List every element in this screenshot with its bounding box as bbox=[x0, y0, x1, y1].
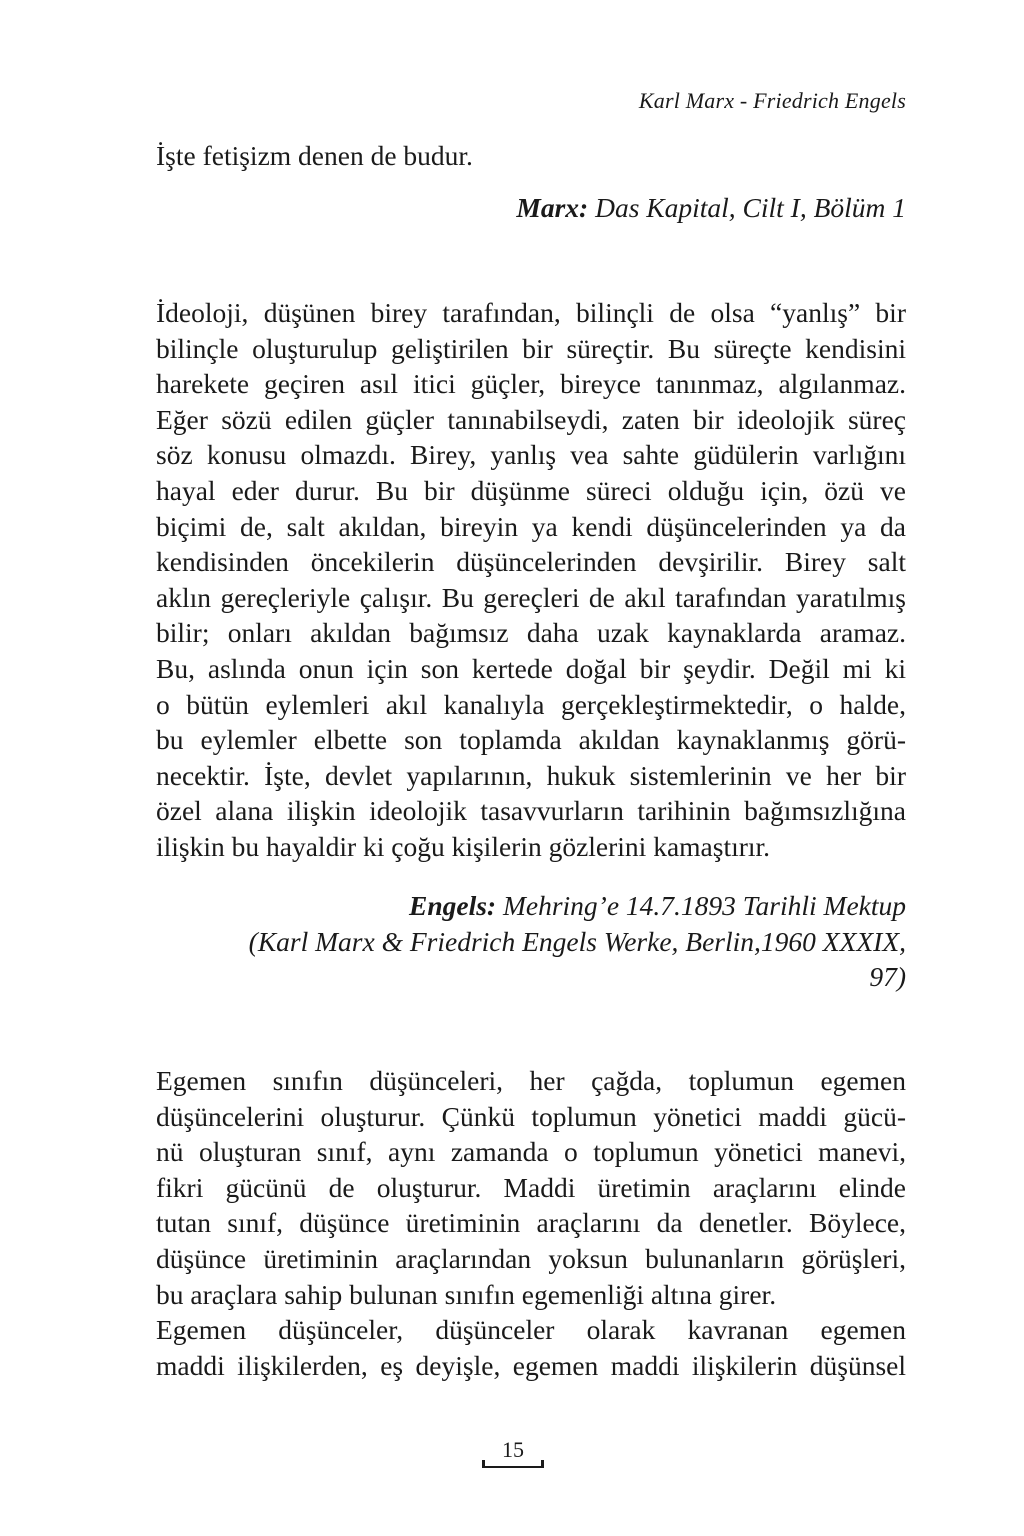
paragraph-line: bu eylemler elbette son toplamda akıldan kaynaklanmış görü- bbox=[156, 724, 906, 756]
paragraph-line: kendisinden öncekilerin düşüncelerinden devşirilir. Birey salt bbox=[156, 546, 906, 578]
citation-line: 97) bbox=[869, 961, 906, 993]
paragraph-line: biçimi de, salt akıldan, bireyin ya kendi düşüncelerinden ya da bbox=[156, 510, 906, 542]
page-number-block bbox=[482, 1436, 544, 1468]
paragraph-line: düşüncelerini oluşturur. Çünkü toplumun yönetici maddi gücü- bbox=[156, 1100, 906, 1132]
marx-citation bbox=[516, 190, 906, 226]
paragraph-line: fikri gücünü de oluşturur. Maddi üretimin araçlarını elinde bbox=[156, 1171, 906, 1203]
paragraph-line: Bu, aslında onun için son kertede doğal bir şeydir. Değil mi ki bbox=[156, 652, 906, 684]
page-number-tick-left bbox=[482, 1460, 485, 1468]
running-header: Karl Marx - Friedrich Engels bbox=[638, 88, 906, 113]
engels-citation bbox=[249, 888, 906, 995]
paragraph bbox=[118, 1312, 906, 1383]
paragraph-line: Egemen düşünceler, düşünceler olarak kavranan egemen bbox=[156, 1314, 906, 1346]
paragraph bbox=[118, 1063, 906, 1312]
page-number-tick-right bbox=[541, 1460, 544, 1468]
page-number: 15 bbox=[502, 1437, 524, 1462]
paragraph-line: tutan sınıf, düşünce üretiminin araçlarını da denetler. Böylece, bbox=[156, 1207, 906, 1239]
paragraph-line: Eğer sözü edilen güçler tanınabilseydi, zaten bir ideolojik süreç bbox=[156, 403, 906, 435]
citation-author: Engels: bbox=[408, 890, 497, 921]
citation-source: Mehring’e 14.7.1893 Tarihli Mektup bbox=[496, 890, 906, 921]
paragraph-line: söz konusu olmazdı. Birey, yanlış vea sahte güdülerin varlığını bbox=[156, 439, 906, 471]
paragraph-line: düşünce üretiminin araçlarından yoksun bulunanların görüşleri, bbox=[156, 1242, 906, 1274]
paragraph-line: harekete geçiren asıl itici güçler, bireyce tanınmaz, algılanmaz. bbox=[156, 368, 906, 400]
paragraph-line: nü oluşturan sınıf, aynı zamanda o toplumun yönetici manevi, bbox=[156, 1136, 906, 1168]
paragraph-line: İşte fetişizm denen de budur. bbox=[156, 140, 473, 171]
paragraph-line: bilinçle oluşturulup geliştirilen bir süreçtir. Bu süreçte kendisini bbox=[156, 332, 906, 364]
citation-line bbox=[249, 888, 906, 924]
paragraph-line: İdeoloji, düşünen birey tarafından, bilinçli de olsa “yanlış” bir bbox=[156, 297, 906, 328]
ruling-ideas-text bbox=[118, 1063, 906, 1383]
paragraph-line: aklın gereçleriyle çalışır. Bu gereçleri de akıl tarafından yaratılmış bbox=[156, 581, 906, 613]
citation-author: Marx: bbox=[516, 192, 589, 223]
citation-line: (Karl Marx & Friedrich Engels Werke, Berlin,1960 XXXIX, bbox=[248, 925, 906, 957]
paragraph-line: necektir. İşte, devlet yapılarının, hukuk sistemlerinin ve her bir bbox=[156, 759, 906, 791]
paragraph-line: bu araçlara sahip bulunan sınıfın egemenliği altına girer. bbox=[156, 1278, 777, 1310]
paragraph-line: bilir; onları akıldan bağımsız daha uzak kaynaklarda aramaz. bbox=[156, 617, 906, 649]
paragraph-line: maddi ilişkilerden, eş deyişle, egemen maddi ilişkilerin düşünsel bbox=[156, 1349, 906, 1381]
opening-paragraph bbox=[118, 138, 906, 174]
citation-source: Das Kapital, Cilt I, Bölüm 1 bbox=[588, 192, 906, 223]
ideology-paragraph bbox=[118, 295, 906, 865]
paragraph-line: Egemen sınıfın düşünceleri, her çağda, toplumun egemen bbox=[156, 1065, 906, 1096]
paragraph-line: o bütün eylemleri akıl kanalıyla gerçekleştirmektedir, o halde, bbox=[156, 688, 906, 720]
page-number-rule bbox=[482, 1466, 544, 1468]
paragraph-line: ilişkin bu hayaldir ki çoğu kişilerin gözlerini kamaştırır. bbox=[156, 830, 771, 862]
paragraph-line: hayal eder durur. Bu bir düşünme süreci olduğu için, özü ve bbox=[156, 474, 906, 506]
paragraph-line: özel alana ilişkin ideolojik tasavvurların tarihinin bağımsızlığına bbox=[156, 795, 906, 827]
